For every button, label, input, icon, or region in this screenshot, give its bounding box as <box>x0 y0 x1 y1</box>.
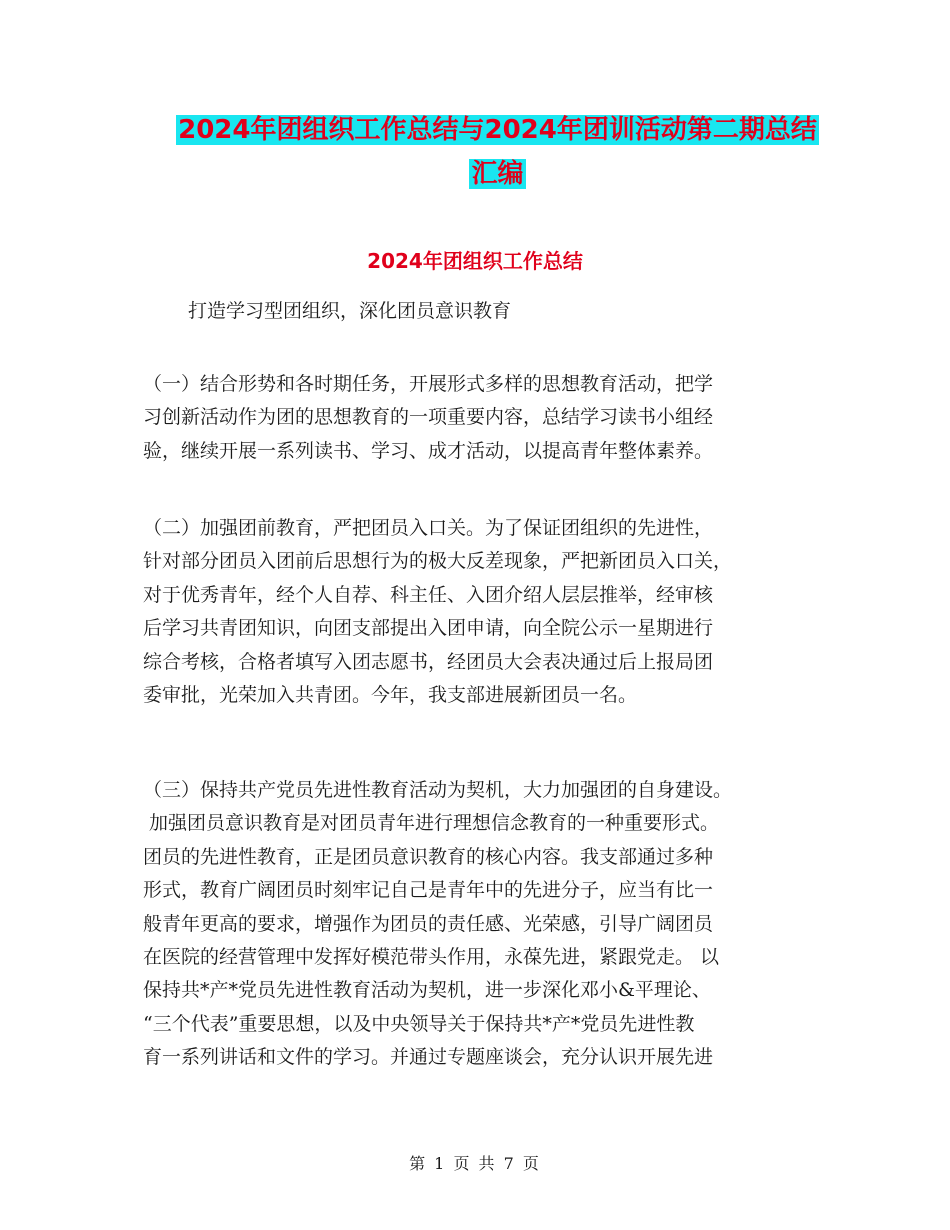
paragraph-line: 般青年更高的要求，增强作为团员的责任感、光荣感，引导广阔团员 <box>143 912 714 935</box>
section-subheading: 打造学习型团组织，深化团员意识教育 <box>188 300 512 322</box>
paragraph-line: 对于优秀青年，经个人自荐、科主任、入团介绍人层层推举，经审核 <box>143 583 714 606</box>
page-number-footer: 第 1 页 共 7 页 <box>409 1154 541 1173</box>
paragraph-line: 验，继续开展一系列读书、学习、成才活动，以提高青年整体素养。 <box>143 439 714 462</box>
document-title <box>140 108 855 196</box>
paragraph-2 <box>143 512 823 712</box>
paragraph-line: 团员的先进性教育，正是团员意识教育的核心内容。我支部通过多种 <box>143 845 714 868</box>
paragraph-line: 在医院的经营管理中发挥好模范带头作用，永葆先进，紧跟党走。 以 <box>143 946 720 969</box>
paragraph-line: 委审批，光荣加入共青团。今年，我支部进展新团员一名。 <box>143 684 638 707</box>
paragraph-line: “三个代表”重要思想，以及中央领导关于保持共*产*党员先进性教 <box>143 1012 695 1035</box>
paragraph-line: 加强团员意识教育是对团员青年进行理想信念教育的一种重要形式。 <box>143 812 720 835</box>
paragraph-1 <box>143 368 823 468</box>
paragraph-line: 习创新活动作为团的思想教育的一项重要内容，总结学习读书小组经 <box>143 406 714 429</box>
paragraph-3 <box>143 774 823 1075</box>
paragraph-line: 针对部分团员入团前后思想行为的极大反差现象，严把新团员入口关， <box>143 550 733 573</box>
document-title-line-1: 2024年团组织工作总结与2024年团训活动第二期总结 <box>178 115 817 145</box>
section-title: 2024年团组织工作总结 <box>367 249 583 273</box>
paragraph-line: 综合考核，合格者填写入团志愿书，经团员大会表决通过后上报局团 <box>143 650 714 673</box>
paragraph-line: （一）结合形势和各时期任务，开展形式多样的思想教育活动，把学 <box>143 373 714 395</box>
paragraph-line: （二）加强团前教育，严把团员入口关。为了保证团组织的先进性， <box>143 517 714 539</box>
paragraph-line: （三）保持共产党员先进性教育活动为契机，大力加强团的自身建设。 <box>143 779 733 801</box>
paragraph-line: 形式，教育广阔团员时刻牢记自己是青年中的先进分子，应当有比一 <box>143 879 714 902</box>
paragraph-line: 育一系列讲话和文件的学习。并通过专题座谈会，充分认识开展先进 <box>143 1046 714 1069</box>
paragraph-line: 保持共*产*党员先进性教育活动为契机，进一步深化邓小&平理论、 <box>143 979 711 1002</box>
paragraph-line: 后学习共青团知识，向团支部提出入团申请，向全院公示一星期进行 <box>143 617 714 640</box>
document-title-line-2: 汇编 <box>471 159 524 189</box>
